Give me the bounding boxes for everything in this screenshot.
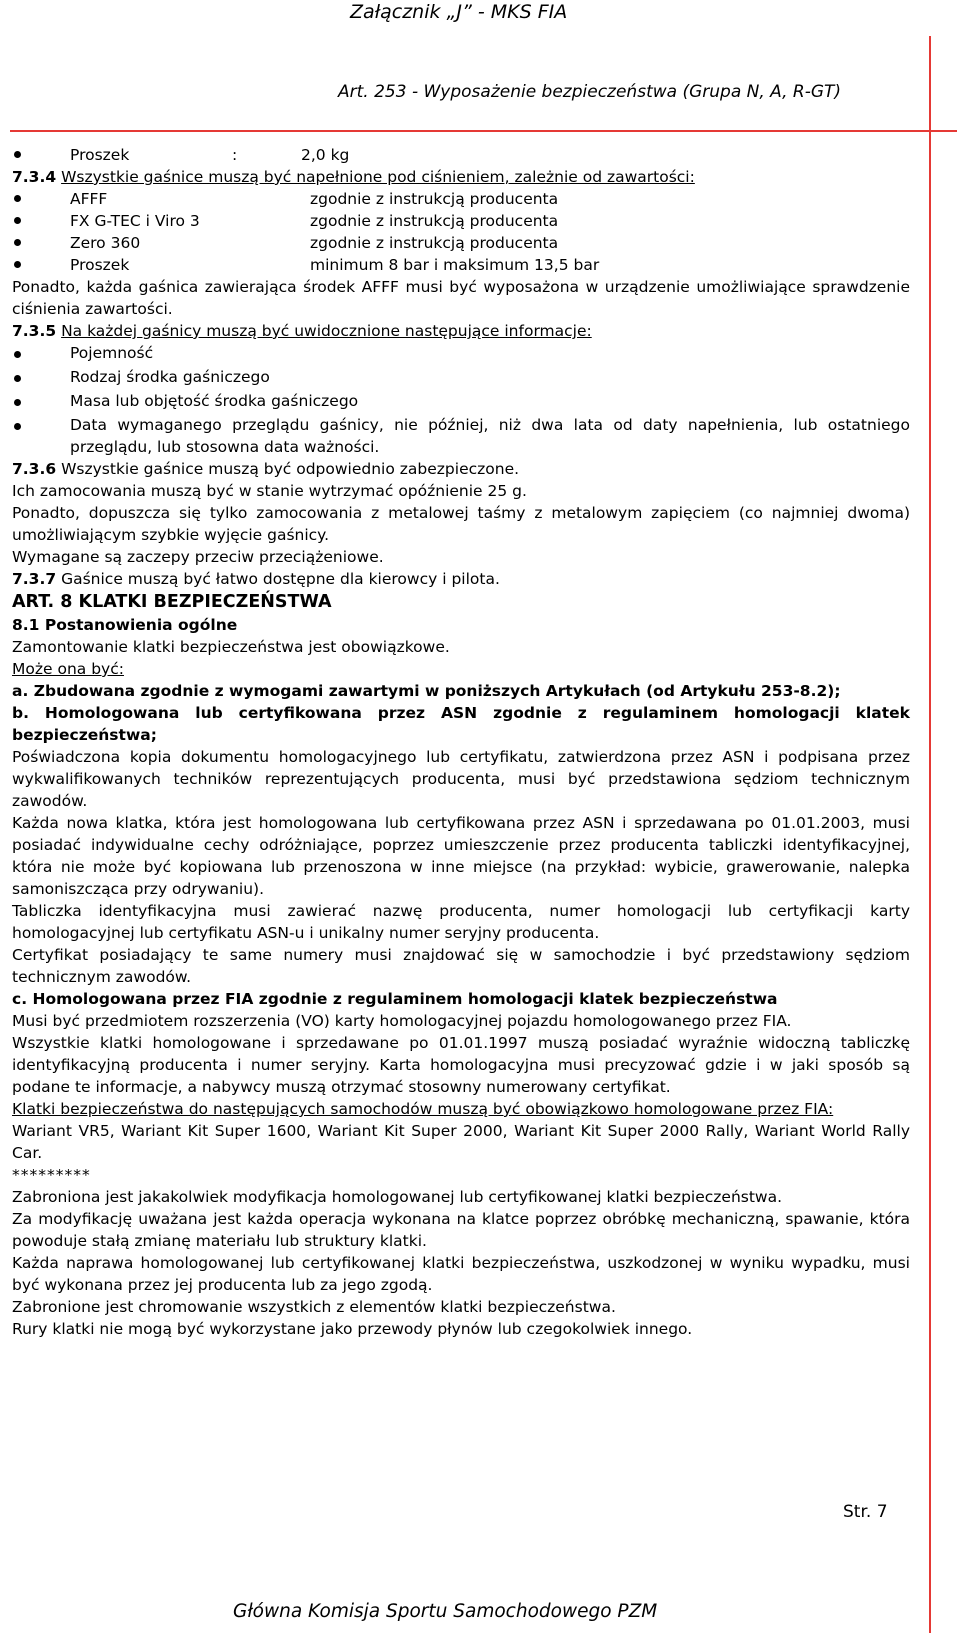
paragraph: Każda naprawa homologowanej lub certyfikowanej klatki bezpieczeństwa, uszkodzonej w wyniku wypadku, musi być wykonana przez jej producenta lub za jego zgodą. <box>12 1254 910 1294</box>
paragraph: Rury klatki nie mogą być wykorzystane jako przewody płynów lub czegokolwiek innego. <box>12 1320 693 1338</box>
paragraph: Zamontowanie klatki bezpieczeństwa jest obowiązkowe. <box>12 638 450 656</box>
item-label: Proszek <box>70 256 130 274</box>
option-b: b. Homologowana lub certyfikowana przez ASN zgodnie z regulaminem homologacji klatek bezpieczeństwa; <box>12 704 910 744</box>
list-item <box>12 414 910 458</box>
item-value: zgodnie z instrukcją producenta <box>310 190 559 208</box>
subsection-heading: 8.1 Postanowienia ogólne <box>12 616 238 634</box>
list-item <box>12 254 910 276</box>
paragraph: Zabronione jest chromowanie wszystkich z elementów klatki bezpieczeństwa. <box>12 1298 616 1316</box>
section-number: 7.3.5 <box>12 322 57 340</box>
paragraph: Musi być przedmiotem rozszerzenia (VO) karty homologacyjnej pojazdu homologowanego przez FIA. <box>12 1012 792 1030</box>
section-7-3-6 <box>12 458 910 480</box>
list-item <box>12 144 910 166</box>
paragraph: Zabroniona jest jakakolwiek modyfikacja homologowanej lub certyfikowanej klatki bezpieczeństwa. <box>12 1188 783 1206</box>
page-number: Str. 7 <box>843 1502 888 1522</box>
section-7-3-5-heading <box>12 320 910 342</box>
paragraph: Tabliczka identyfikacyjna musi zawierać nazwę producenta, numer homologacji lub certyfikacji karty homologacyjnej lub certyfikatu ASN-u i unikalny numer seryjny producenta. <box>12 902 910 942</box>
section-title: Na każdej gaśnicy muszą być uwidocznione następujące informacje: <box>61 322 592 340</box>
item-label: Rodzaj środka gaśniczego <box>70 368 270 386</box>
paragraph: Wymagane są zaczepy przeciw przeciążeniowe. <box>12 548 384 566</box>
item-label: Pojemność <box>70 344 154 362</box>
section-7-3-7 <box>12 568 910 590</box>
paragraph: Klatki bezpieczeństwa do następujących samochodów muszą być obowiązkowo homologowane przez FIA: <box>12 1100 834 1118</box>
item-label: Masa lub objętość środka gaśniczego <box>70 392 359 410</box>
item-colon: : <box>232 146 238 164</box>
list-item <box>12 210 910 232</box>
document-header-subtitle: Art. 253 - Wyposażenie bezpieczeństwa (Grupa N, A, R-GT) <box>338 82 842 102</box>
section-7-3-4-heading <box>12 166 910 188</box>
article-heading: ART. 8 KLATKI BEZPIECZEŃSTWA <box>12 592 332 612</box>
paragraph: Za modyfikację uważana jest każda operacja wykonana na klatce poprzez obróbkę mechaniczną, spawanie, która powoduje stałą zmianę materiału lub struktury klatki. <box>12 1210 910 1250</box>
pressure-list <box>12 188 910 276</box>
section-text: Gaśnice muszą być łatwo dostępne dla kierowcy i pilota. <box>61 570 500 588</box>
list-item <box>12 232 910 254</box>
item-value: minimum 8 bar i maksimum 13,5 bar <box>310 256 600 274</box>
item-label: AFFF <box>70 190 108 208</box>
list-item <box>12 188 910 210</box>
separator-stars: ********* <box>12 1166 91 1184</box>
item-label: Data wymaganego przeglądu gaśnicy, nie później, niż dwa lata od daty napełnienia, lub ostatniego przeglądu, lub stosowna data ważności. <box>70 416 910 456</box>
option-a: a. Zbudowana zgodnie z wymogami zawartymi w poniższych Artykułach (od Artykułu 253-8.2); <box>12 682 841 700</box>
section-title: Wszystkie gaśnice muszą być napełnione pod ciśnieniem, zależnie od zawartości: <box>61 168 695 186</box>
item-label: FX G-TEC i Viro 3 <box>70 212 200 230</box>
section-number: 7.3.4 <box>12 168 57 186</box>
paragraph: Każda nowa klatka, która jest homologowana lub certyfikowana przez ASN i sprzedawana po 01.01.2003, musi posiadać indywidualne cechy odróżniające, poprzez umieszczenie przez producenta tabliczki identyfikacyjnej, która nie może być kopiowana lub przenoszona w inne miejsce (na przykład: wybicie, grawerowanie, nalepka samoniszcząca przy odrywaniu). <box>12 814 910 898</box>
paragraph: Wszystkie klatki homologowane i sprzedawane po 01.01.1997 muszą posiadać wyraźnie widoczną tabliczkę identyfikacyjną producenta i numer seryjny. Karta homologacyjna musi precyzować gdzie i w jaki sposób są podane te informacje, a nabywcy muszą otrzymać stosowny numerowany certyfikat. <box>12 1034 910 1096</box>
paragraph: Może ona być: <box>12 660 124 678</box>
paragraph: Ich zamocowania muszą być w stanie wytrzymać opóźnienie 25 g. <box>12 482 527 500</box>
list-item <box>12 390 910 414</box>
item-value: zgodnie z instrukcją producenta <box>310 212 559 230</box>
list-item <box>12 366 910 390</box>
info-list <box>12 342 910 458</box>
document-header-title: Załącznik „J” - MKS FIA <box>350 1 568 23</box>
margin-rule <box>929 36 931 1633</box>
section-number: 7.3.7 <box>12 570 57 588</box>
item-value: 2,0 kg <box>301 146 350 164</box>
option-c: c. Homologowana przez FIA zgodnie z regulaminem homologacji klatek bezpieczeństwa <box>12 990 778 1008</box>
paragraph: Wariant VR5, Wariant Kit Super 1600, Wariant Kit Super 2000, Wariant Kit Super 2000 Rally, Wariant World Rally Car. <box>12 1122 910 1162</box>
paragraph: Certyfikat posiadający te same numery musi znajdować się w samochodzie i być przedstawiony sędziom technicznym zawodów. <box>12 946 910 986</box>
item-label: Zero 360 <box>70 234 141 252</box>
paragraph: Ponadto, każda gaśnica zawierająca środek AFFF musi być wyposażona w urządzenie umożliwiające sprawdzenie ciśnienia zawartości. <box>12 278 910 318</box>
list-item <box>12 342 910 366</box>
document-body <box>12 144 910 1340</box>
section-number: 7.3.6 <box>12 460 57 478</box>
document-footer: Główna Komisja Sportu Samochodowego PZM <box>233 1601 658 1622</box>
section-text: Wszystkie gaśnice muszą być odpowiednio zabezpieczone. <box>61 460 520 478</box>
item-label: Proszek <box>70 146 130 164</box>
header-rule <box>10 130 957 132</box>
paragraph: Ponadto, dopuszcza się tylko zamocowania z metalowej taśmy z metalowym zapięciem (co najmniej dwoma) umożliwiającym szybkie wyjęcie gaśnicy. <box>12 504 910 544</box>
paragraph: Poświadczona kopia dokumentu homologacyjnego lub certyfikatu, zatwierdzona przez ASN i podpisana przez wykwalifikowanych techników reprezentujących producenta, musi być przedstawiona sędziom technicznym zawodów. <box>12 748 910 810</box>
item-value: zgodnie z instrukcją producenta <box>310 234 559 252</box>
